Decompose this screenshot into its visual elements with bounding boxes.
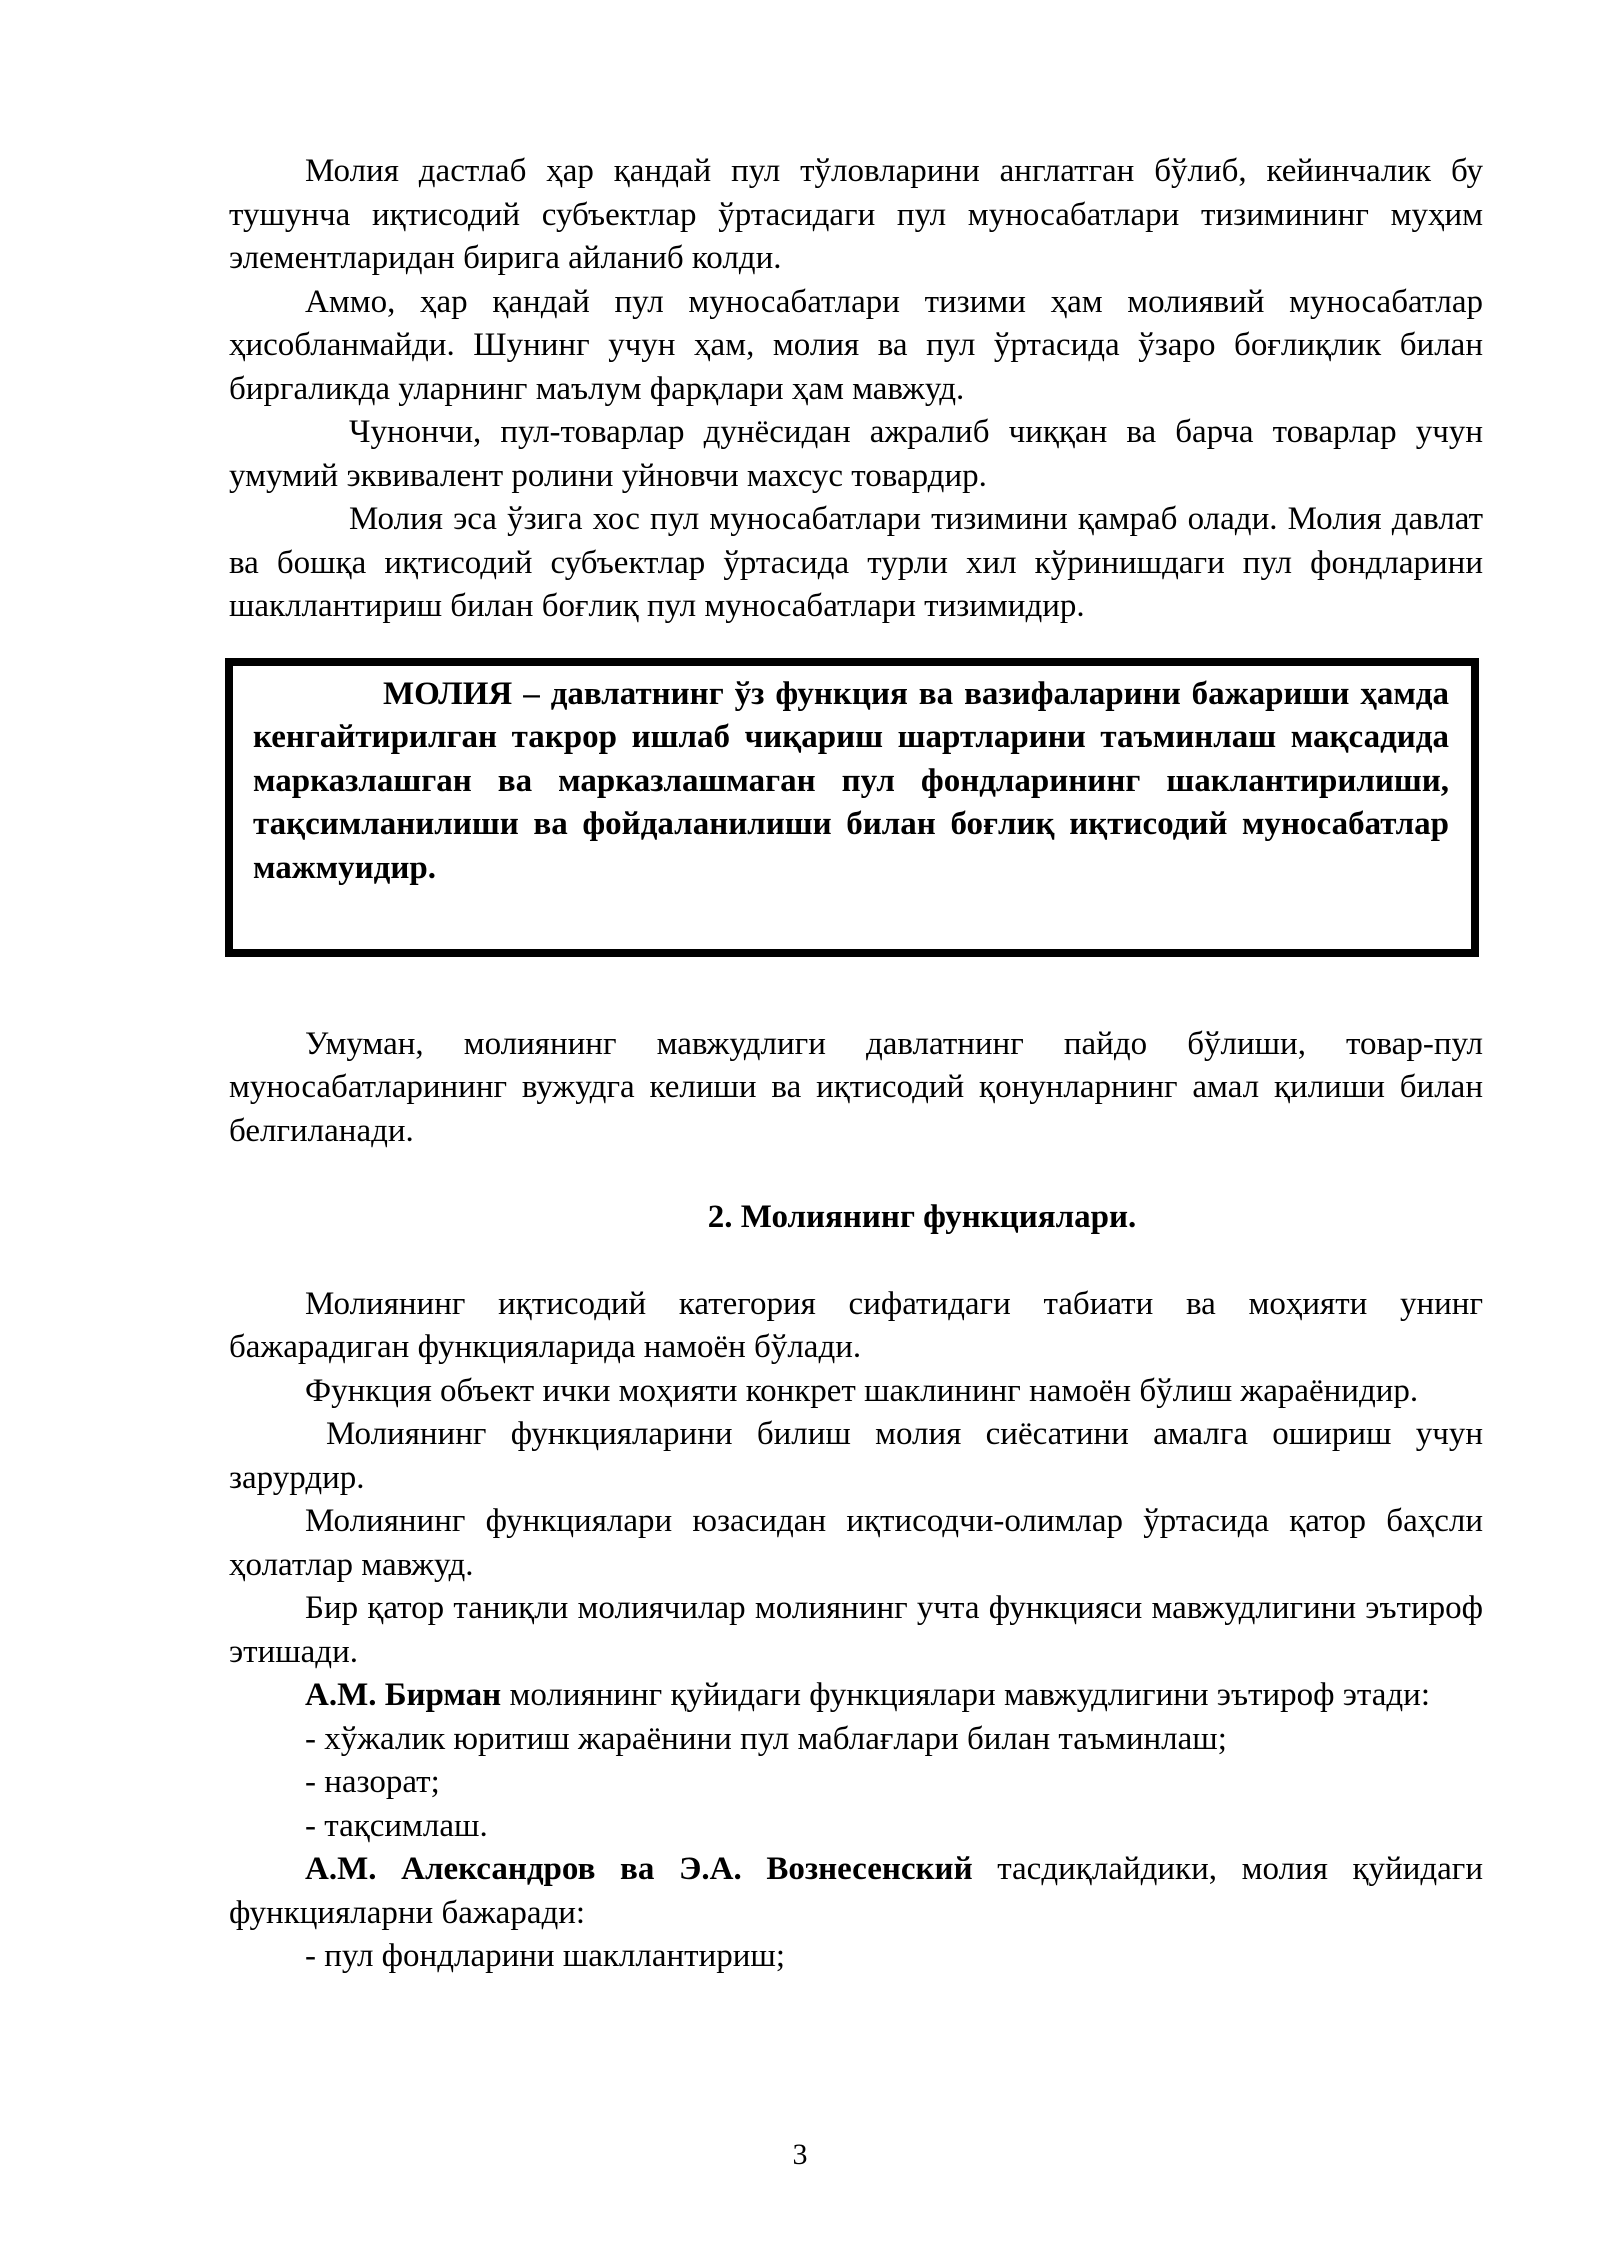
author-name: А.М. Бирман: [305, 1677, 502, 1713]
spacer: [229, 957, 1483, 1023]
birman-paragraph: [229, 1674, 1483, 1718]
paragraph: Молиянинг иқтисодий категория сифатидаги табиати ва моҳияти унинг бажарадиган функцияларида намоён бўлади.: [229, 1285, 1483, 1365]
paragraph: Чунончи, пул-товарлар дунёсидан ажралиб чиққан ва барча товарлар учун умумий эквивалент ролини уйновчи махсус товардир.: [229, 414, 1483, 494]
paragraph: Бир қатор таниқли молиячилар молиянинг учта функцияси мавжудлигини эътироф этишади.: [229, 1590, 1483, 1670]
author-name: А.М. Александров ва Э.А. Вознесенский: [305, 1851, 973, 1887]
spacer: [229, 1240, 1483, 1283]
list-item: - пул фондларини шакллантириш;: [305, 1938, 785, 1974]
paragraph: Молиянинг функциялари юзасидан иқтисодчи-олимлар ўртасида қатор баҳсли ҳолатлар мавжуд.: [229, 1503, 1483, 1583]
section-heading: 2. Молиянинг функциялари.: [707, 1199, 1137, 1235]
paragraph-text: молиянинг қуйидаги функциялари мавжудлигини эътироф этади:: [501, 1677, 1431, 1713]
page-number: 3: [792, 2138, 808, 2171]
paragraph: Молия эса ўзига хос пул муносабатлари тизимини қамраб олади. Молия давлат ва бошқа иқтисодий субъектлар ўртасида турли хил кўринишдаги пул фондларини шакллантириш билан боғлиқ пул муносабатлари тизимидир.: [229, 501, 1483, 624]
spacer: [229, 629, 1483, 658]
paragraph: Молия дастлаб ҳар қандай пул тўловларини англатган бўлиб, кейинчалик бу тушунча иқтисодий субъектлар ўртасидаги пул муносабатлари тизимининг муҳим элементларидан бирига айланиб колди.: [229, 153, 1483, 276]
definition-text: МОЛИЯ – давлатнинг ўз функция ва вазифаларини бажариши ҳамда кенгайтирилган такрор ишлаб чиқариш шартларини таъминлаш мақсадида марказлашган ва марказлашмаган пул фондларининг шаклантирилиши, тақсимланилиши ва фойдаланилиши билан боғлиқ иқтисодий муносабатлар мажмуидир.: [253, 675, 1449, 886]
paragraph: Молиянинг функцияларини билиш молия сиёсатини амалга ошириш учун зарурдир.: [229, 1416, 1483, 1496]
aleksandrov-paragraph: [229, 1848, 1483, 1935]
list-item: - назорат;: [305, 1764, 440, 1800]
paragraph: Функция объект ички моҳияти конкрет шаклининг намоён бўлиш жараёнидир.: [305, 1372, 1419, 1409]
definition-box: [225, 658, 1479, 957]
list-item: - тақсимлаш.: [305, 1807, 488, 1844]
paragraph: Аммо, ҳар қандай пул муносабатлари тизими ҳам молиявий муносабатлар ҳисобланмайди. Шунинг учун ҳам, молия ва пул ўртасида ўзаро боғлиқлик билан биргаликда уларнинг маълум фарқлари ҳам мавжуд.: [229, 283, 1483, 407]
spacer: [229, 1153, 1483, 1196]
paragraph-text: тасдиқлайдики, молия қуйидаги функцияларни бажаради:: [229, 1851, 1483, 1931]
list-item: - хўжалик юритиш жараёнини пул маблағлари билан таъминлаш;: [305, 1720, 1227, 1757]
page-body: [229, 150, 1483, 1979]
paragraph: Умуман, молиянинг мавжудлиги давлатнинг пайдо бўлиши, товар-пул муносабатларининг вужудга келиши ва иқтисодий қонунларнинг амал қилиши билан белгиланади.: [229, 1025, 1483, 1149]
